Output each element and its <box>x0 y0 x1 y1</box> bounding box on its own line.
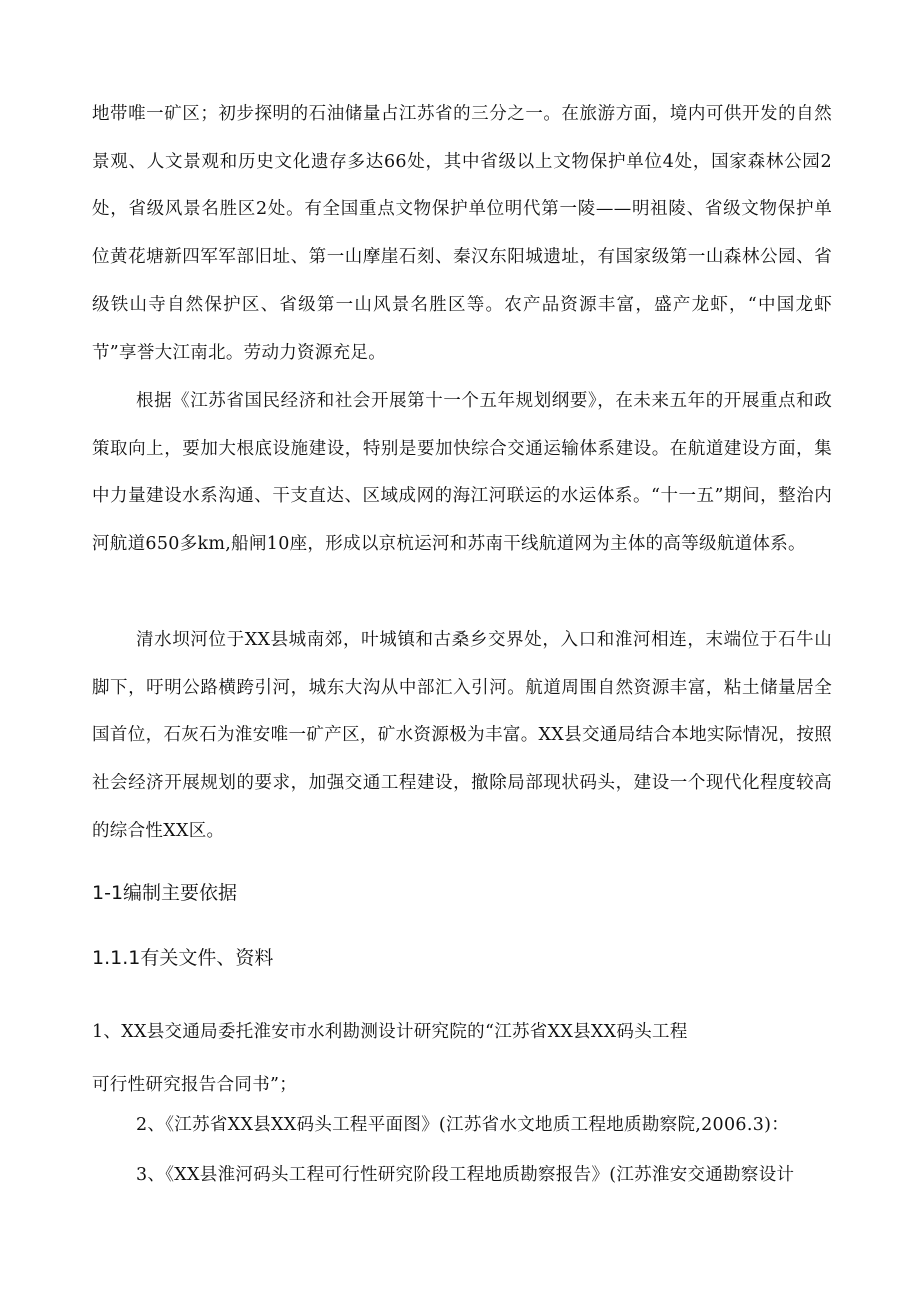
paragraph-river: 清水坝河位于XX县城南郊，叶城镇和古桑乡交界处，入口和淮河相连，末端位于石牛山脚下，吁明公路横跨引河，城东大沟从中部汇入引河。航道周围自然资源丰富，粘土储量居全国首位，石灰石为淮安唯一矿产区，矿水资源极为丰富。XX县交通局结合本地实际情况，按照社会经济开展规划的要求，加强交通工程建设，撤除局部现状码头，建设一个现代化程度较高的综合性XX区。 <box>92 630 832 841</box>
paragraph-resources: 地带唯一矿区；初步探明的石油储量占江苏省的三分之一。在旅游方面，境内可供开发的自然景观、人文景观和历史文化遗存多达66处，其中省级以上文物保护单位4处，国家森林公园2处，省级风景名胜区2处。有全国重点文物保护单位明代第一陵——明祖陵、省级文物保护单位黄花塘新四军军部旧址、第一山摩崖石刻、秦汉东阳城遗址，有国家级第一山森林公园、省级铁山寺自然保护区、省级第一山风景名胜区等。农产品资源丰富，盛产龙虾，“中国龙虾节”享誉大江南北。劳动力资源充足。 <box>92 104 832 363</box>
paragraph-planning: 根据《江苏省国民经济和社会开展第十一个五年规划纲要》，在未来五年的开展重点和政策取向上，要加大根底设施建设，特别是要加快综合交通运输体系建设。在航道建设方面，集中力量建设水系沟通、干支直达、区域成网的海江河联运的水运体系。“十一五”期间，整治内河航道650多km,船闸10座，形成以京杭运河和苏南干线航道网为主体的高等级航道体系。 <box>92 391 832 555</box>
section-heading-basis: 1-1编制主要依据 <box>92 882 238 904</box>
list-item-1: 1、XX县交通局委托淮安市水利勘测设计研究院的“江苏省XX县XX码头工程 <box>92 1022 688 1042</box>
list-item-1-continued: 可行性研究报告合同书”； <box>92 1075 298 1095</box>
list-item-3: 3、《XX县淮河码头工程可行性研究阶段工程地质勘察报告》(江苏淮安交通勘察设计 <box>136 1165 795 1185</box>
subsection-heading-documents: 1.1.1有关文件、资料 <box>92 947 274 969</box>
list-item-2: 2、《江苏省XX县XX码头工程平面图》(江苏省水文地质工程地质勘察院,2006.3)： <box>136 1115 790 1135</box>
